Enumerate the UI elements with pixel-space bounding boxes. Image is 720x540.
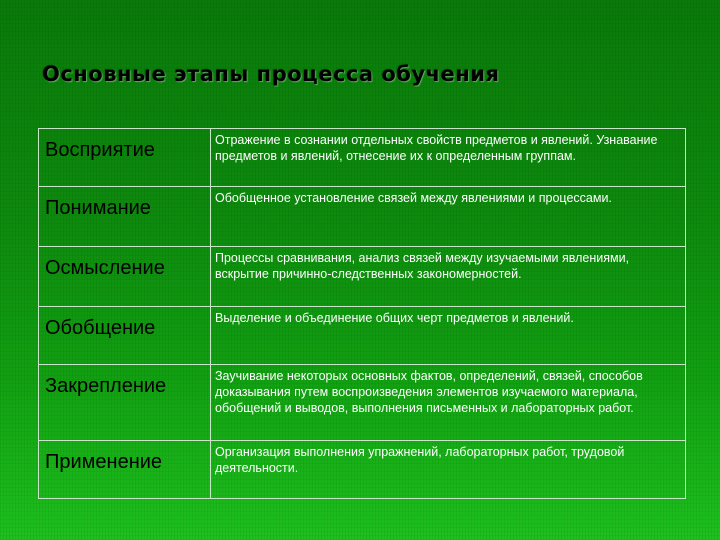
table-row [39, 187, 686, 247]
stage-description: Заучивание некоторых основных фактов, определений, связей, способов доказывания путем воспроизведения элементов изучаемого материала, обобщений и выводов, выполнения письменных и лабораторных работ. [211, 365, 686, 441]
stage-description: Организация выполнения упражнений, лабораторных работ, трудовой деятельности. [211, 441, 686, 499]
table-row [39, 129, 686, 187]
table-row [39, 247, 686, 307]
table-row [39, 365, 686, 441]
stage-description: Процессы сравнивания, анализ связей между изучаемыми явлениями, вскрытие причинно-следственных закономерностей. [211, 247, 686, 307]
stages-table [38, 128, 686, 499]
stage-description: Отражение в сознании отдельных свойств предметов и явлений. Узнавание предметов и явлений, отнесение их к определенным группам. [211, 129, 686, 187]
stage-name: Осмысление [39, 247, 211, 307]
stage-description: Обобщенное установление связей между явлениями и процессами. [211, 187, 686, 247]
table-row [39, 441, 686, 499]
stage-description: Выделение и объединение общих черт предметов и явлений. [211, 307, 686, 365]
table-row [39, 307, 686, 365]
stage-name: Обобщение [39, 307, 211, 365]
stage-name: Закрепление [39, 365, 211, 441]
stage-name: Применение [39, 441, 211, 499]
stage-name: Понимание [39, 187, 211, 247]
stage-name: Восприятие [39, 129, 211, 187]
slide-title: Основные этапы процесса обучения [42, 62, 500, 86]
